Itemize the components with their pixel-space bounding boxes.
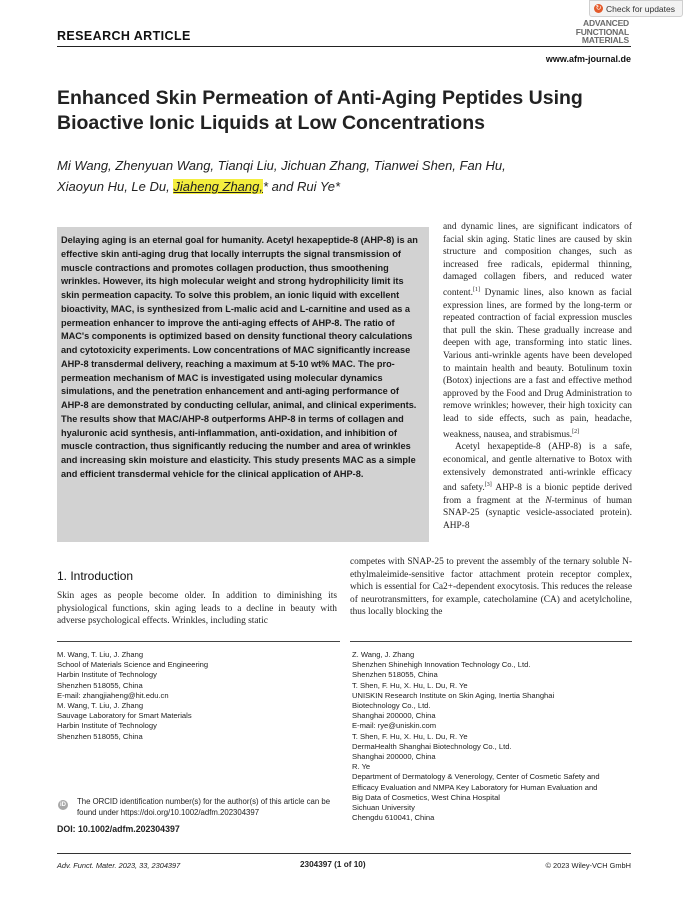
aff-left-3: Harbin Institute of Technology [57,670,157,680]
aff-left-7: Sauvage Laboratory for Smart Materials [57,711,192,721]
body-paragraph-continuation: competes with SNAP-25 to prevent the assembly of the ternary soluble N-ethylmaleimide-sensitive factor attachment protein receptor complex, which is essential for Ca2+-dependent exocytosis. This reduces the release of neurotransmitters, for example, catecholamine (CA) and acetylcholine, thus locally blocking the [350,557,632,618]
logo-line-3: MATERIALS [581,35,629,45]
affiliation-rule-left [57,641,340,642]
article-title [57,86,637,136]
affiliation-rule-right [350,641,632,642]
aff-left-email[interactable]: E-mail: zhangjiaheng@hit.edu.cn [57,690,169,700]
aff-right-10: DermaHealth Shanghai Biotechnology Co., Ltd. [352,741,512,751]
aff-right-16: Sichuan University [352,803,415,813]
aff-right-5: UNISKIN Research Institute on Skin Aging, Inertia Shanghai [352,690,555,700]
authors-line-2 [57,176,637,197]
aff-right-2: Shenzhen Shinehigh Innovation Technology Co., Ltd. [352,660,531,670]
paragraph-2-end: -terminus of human SNAP-25 (synaptic vesicle-associated protein). AHP-8 [443,495,632,532]
author-list [57,155,637,197]
logo-line-2: FUNCTIONAL [575,26,629,37]
check-for-updates-label: Check for updates [606,3,675,14]
footer-journal-reference: Adv. Funct. Mater. 2023, 33, 2304397 [57,861,181,870]
aff-right-17: Chengdu 610041, China [352,813,435,823]
abstract-box [57,227,429,542]
aff-right-12: R. Ye [352,762,371,772]
aff-right-6: Biotechnology Co., Ltd. [352,701,431,711]
authors-line-1: Mi Wang, Zhenyuan Wang, Tianqi Liu, Jichuan Zhang, Tianwei Shen, Fan Hu, [57,158,506,173]
aff-left-1: M. Wang, T. Liu, J. Zhang [57,650,144,659]
title-line-1: Enhanced Skin Permeation of Anti-Aging Peptides Using [57,87,583,109]
paragraph-1-continued: Dynamic lines, also known as facial expression lines, are formed by the long-term or repeated contraction of facial expression muscles that pull the skin. These gradually increase and deepen with age, transforming into static lines. Various anti-wrinkle agents have been developed to maintain health and beauty. Botulinum toxin (Botox) injections are a fast and effective method approved by the Food and Drug Administration to remove wrinkles; however, their high toxicity can lead to side effects, such as pain, headache, weakness, nausea, and strabismus. [443,288,632,440]
aff-right-15: Big Data of Cosmetics, West China Hospital [352,792,500,802]
orcid-icon: iD [60,802,66,808]
journal-logo [565,19,629,45]
section-heading-introduction: 1. Introduction [57,569,134,583]
aff-right-3: Shenzhen 518055, China [352,670,438,680]
reference-1-link[interactable]: [1] [472,286,480,293]
aff-left-2: School of Materials Science and Engineering [57,660,209,670]
affiliations-right [352,650,600,823]
aff-right-13: Department of Dermatology & Venerology, Center of Cosmetic Safety and [352,772,600,782]
authors-line-2-end: * and Rui Ye* [262,179,341,194]
paragraph-2-italic: N [545,495,552,506]
aff-right-email[interactable]: E-mail: rye@uniskin.com [352,721,437,731]
body-paragraph-1 [443,221,632,441]
aff-right-9: T. Shen, F. Hu, X. Hu, L. Du, R. Ye [352,731,468,741]
footer-rule [57,853,631,854]
paragraph-1-text: and dynamic lines, are significant indicators of facial skin aging. Static lines are caused by skin structure and composition changes, such as increased free radicals, epidermal thinning, damaged collagen fibers, and reduced water content. [443,222,632,299]
authors-line-2-start: Xiaoyun Hu, Le Du, [57,179,170,194]
update-icon: ↻ [595,5,602,12]
check-for-updates-button[interactable] [589,0,683,17]
header-rule [57,46,631,47]
paragraph-2-text: Acetyl hexapeptide-8 (AHP-8) is a safe, economical, and gentle alternative to Botox with extensively demonstrated anti-wrinkle efficacy and safety. [443,442,632,494]
footer-copyright: © 2023 Wiley-VCH GmbH [545,861,631,870]
aff-right-7: Shanghai 200000, China [352,711,436,721]
paragraph-2-mid: AHP-8 is a bionic peptide derived from a fragment at the [443,483,632,506]
section-label: RESEARCH ARTICLE [57,29,191,43]
aff-right-14: Efficacy Evaluation and NMPA Key Laboratory for Human Evaluation and [352,782,598,792]
footer-page-number: 2304397 (1 of 10) [300,860,366,869]
abstract-text: Delaying aging is an eternal goal for humanity. Acetyl hexapeptide-8 (AHP-8) is an effective skin anti-aging drug that locally interrupts the signal transmission of muscle contractions and promotes collagen production, thus smoothening wrinkles. However, its high molecular weight and strong hydrophilicity limit its skin permeation capacity. To solve this problem, an ionic liquid with excellent bioactivity, MAC, is synthesized from L-malic acid and L-carnitine and used as a permeation enhancer to improve the anti-aging effects of AHP-8. The ratio of MAC's components is optimized based on density functional theory calculations and cytotoxicity experiments. Low concentrations of MAC significantly increase AHP-8 transdermal delivery, reaching a maximum at 5-10 wt% MAC. The pro-permeation mechanism of MAC is investigated using molecular dynamics simulations, and the penetration enhancement and anti-aging performance of AHP-8 are demonstrated by conducting cellular, animal, and clinical experiments. The results show that MAC/AHP-8 outperforms AHP-8 in terms of collagen and hyaluronic acid synthesis, anti-inflammation, anti-oxidation, and inhibition of muscle contraction, thus significantly reducing the number and area of wrinkles and increasing skin moisture and elasticity. This study presents MAC as a simple and efficient transdermal vehicle for the clinical application of AHP-8. [61,235,418,479]
aff-right-11: Shanghai 200000, China [352,752,436,762]
title-line-2: Bioactive Ionic Liquids at Low Concentrations [57,112,485,134]
orcid-note[interactable]: The ORCID identification number(s) for the author(s) of this article can be found under https://doi.org/10.1002/adfm.202304397 [77,797,331,817]
logo-line-1: ADVANCED [583,18,629,28]
aff-right-4: T. Shen, F. Hu, X. Hu, L. Du, R. Ye [352,680,468,690]
aff-left-9: Shenzhen 518055, China [57,731,143,741]
aff-left-6: M. Wang, T. Liu, J. Zhang [57,701,144,711]
aff-left-8: Harbin Institute of Technology [57,721,157,731]
reference-3-link[interactable]: [3] [484,482,492,489]
introduction-text: Skin ages as people become older. In addition to diminishing its physiological functions, skin aging leads to a decline in beauty with adverse psychological effects. Wrinkles, including static [57,591,337,627]
affiliations-left [57,650,208,742]
body-paragraph-2 [443,441,632,532]
aff-right-1: Z. Wang, J. Zhang [352,650,415,659]
reference-2-link[interactable]: [2] [572,428,580,435]
aff-left-4: Shenzhen 518055, China [57,680,143,690]
journal-url[interactable]: www.afm-journal.de [545,54,631,64]
highlighted-author[interactable]: Jiaheng Zhang, [173,179,263,194]
body-right-column [443,221,632,533]
doi-label[interactable]: DOI: 10.1002/adfm.202304397 [57,824,180,834]
